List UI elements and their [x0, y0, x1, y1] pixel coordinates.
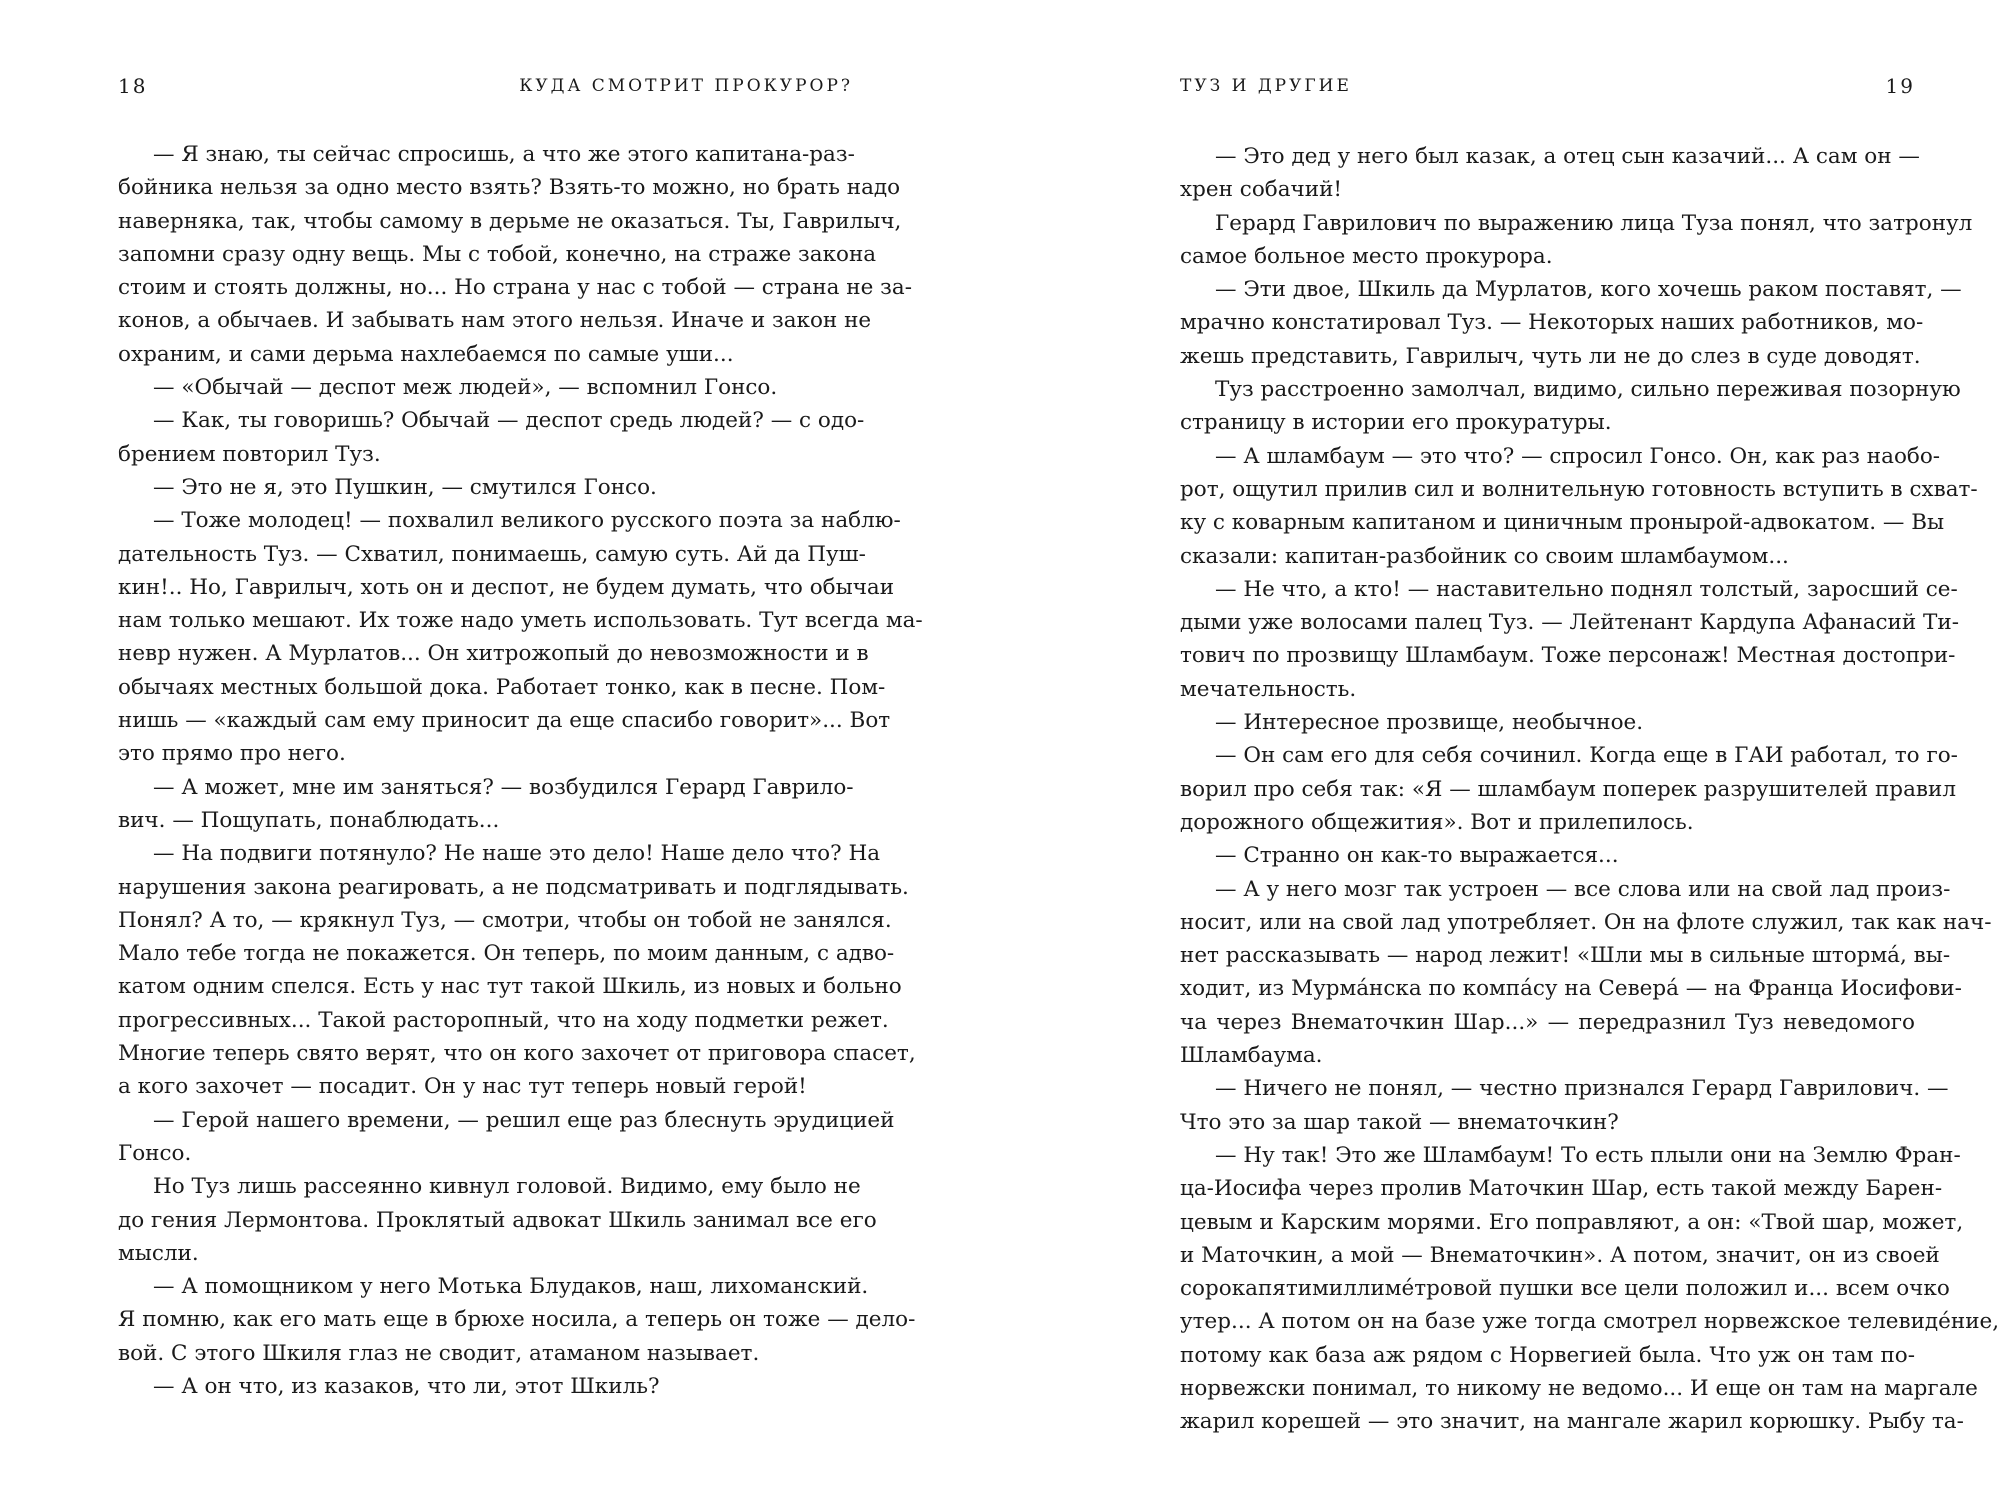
text-line: носит, или на свой лад употребляет. Он на флоте служил, так как нач- — [1180, 909, 1992, 935]
text-line: жешь представить, Гаврилыч, чуть ли не до слез в суде доводят. — [1180, 343, 1921, 369]
text-line: обычаях местных большой дока. Работает тонко, как в песне. Пом- — [118, 674, 886, 700]
text-line: — Эти двое, Шкиль да Мурлатов, кого хочешь раком поставят, — — [1215, 277, 1962, 303]
text-line: — Ничего не понял, — честно признался Герард Гаврилович. — — [1215, 1076, 1949, 1102]
text-line: тович по прозвищу Шламбаум. Тоже персонаж! Местная достопри- — [1180, 643, 1956, 669]
text-line: до гения Лермонтова. Проклятый адвокат Шкиль занимал все его — [118, 1207, 877, 1233]
text-line: — Тоже молодец! — похвалил великого русского поэта за наблю- — [153, 508, 901, 534]
text-line: Туз расстроенно замолчал, видимо, сильно переживая позорную — [1215, 377, 1961, 403]
left-running-head — [118, 74, 853, 104]
text-line: страницу в истории его прокуратуры. — [1180, 410, 1612, 436]
text-line: — «Обычай — деспот меж людей», — вспомнил Гонсо. — [153, 375, 778, 401]
text-line: сказали: капитан-разбойник со своим шламбаумом... — [1180, 543, 1789, 569]
text-line: нет рассказывать — народ лежит! «Шли мы в сильные штормá, вы- — [1180, 943, 1951, 969]
left-running-title: КУДА СМОТРИТ ПРОКУРОР? — [519, 76, 853, 96]
text-line: — А он что, из казаков, что ли, этот Шкиль? — [153, 1373, 660, 1399]
text-line: нам только мешают. Их тоже надо уметь использовать. Тут всегда ма- — [118, 608, 923, 634]
text-line: потому как база аж рядом с Норвегией была. Что уж он там по- — [1180, 1342, 1915, 1368]
text-line: Что это за шар такой — внематочкин? — [1180, 1109, 1619, 1135]
text-line: Многие теперь свято верят, что он кого захочет от приговора спасет, — [118, 1041, 916, 1067]
text-line: Я помню, как его мать еще в брюхе носила, а теперь он тоже — дело- — [118, 1307, 916, 1333]
text-line: стоим и стоять должны, но... Но страна у нас с тобой — страна не за- — [118, 275, 912, 301]
text-line: — Не что, а кто! — наставительно поднял толстый, заросший се- — [1215, 576, 1958, 602]
text-line: Но Туз лишь рассеянно кивнул головой. Видимо, ему было не — [153, 1174, 861, 1200]
text-line: ча через Внематочкин Шар...» — передразнил Туз неведомого — [1180, 1009, 1915, 1035]
text-line: хрен собачий! — [1180, 177, 1343, 203]
left-page — [118, 0, 923, 1502]
right-running-head — [1180, 74, 1915, 104]
text-line: Герард Гаврилович по выражению лица Туза понял, что затронул — [1215, 210, 1973, 236]
right-running-title: ТУЗ И ДРУГИЕ — [1180, 76, 1352, 96]
text-line: — Я знаю, ты сейчас спросишь, а что же этого капитана-раз- — [153, 142, 855, 167]
text-line: это прямо про него. — [118, 741, 346, 767]
text-line: прогрессивных... Такой расторопный, что на ходу подметки режет. — [118, 1007, 889, 1033]
text-line: — На подвиги потянуло? Не наше это дело! Наше дело что? На — [153, 841, 881, 867]
text-line: цевым и Карским морями. Его поправляют, а он: «Твой шар, может, — [1180, 1209, 1964, 1235]
text-line: — Странно он как-то выражается... — [1215, 843, 1619, 869]
text-line: — Он сам его для себя сочинил. Когда еще в ГАИ работал, то го- — [1215, 743, 1958, 769]
text-line: — Это дед у него был казак, а отец сын казачий... А сам он — — [1215, 144, 1920, 169]
text-line: Шламбаума. — [1180, 1043, 1323, 1069]
right-page-number: 19 — [1885, 74, 1915, 98]
text-line: дательность Туз. — Схватил, понимаешь, самую суть. Ай да Пуш- — [118, 541, 866, 567]
text-line: Понял? А то, — крякнул Туз, — смотри, чтобы он тобой не занялся. — [118, 907, 892, 933]
left-page-text — [118, 138, 923, 1403]
text-line: утер... А потом он на базе уже тогда смотрел норвежское телевидéние, — [1180, 1309, 2000, 1335]
text-line: вич. — Пощупать, понаблюдать... — [118, 807, 500, 833]
text-line: — Ну так! Это же Шламбаум! То есть плыли они на Землю Фран- — [1215, 1142, 1961, 1168]
text-line: дыми уже волосами палец Туз. — Лейтенант Кардупа Афанасий Ти- — [1180, 610, 1959, 636]
left-page-number: 18 — [118, 74, 148, 98]
text-line: самое больное место прокурора. — [1180, 243, 1553, 269]
text-line: брением повторил Туз. — [118, 441, 381, 467]
text-line: нарушения закона реагировать, а не подсматривать и подглядывать. — [118, 874, 909, 900]
text-line: запомни сразу одну вещь. Мы с тобой, конечно, на страже закона — [118, 241, 877, 267]
text-line: кин!.. Но, Гаврилыч, хоть он и деспот, не будем думать, что обычаи — [118, 574, 895, 600]
text-line: катом одним спелся. Есть у нас тут такой Шкиль, из новых и больно — [118, 974, 902, 1000]
text-line: вой. С этого Шкиля глаз не сводит, атаманом называет. — [118, 1340, 760, 1366]
text-line: сорокапятимиллимéтровой пушки все цели положил и... всем очко — [1180, 1276, 1950, 1302]
text-line: мрачно констатировал Туз. — Некоторых наших работников, мо- — [1180, 310, 1924, 336]
text-line: мысли. — [118, 1240, 199, 1266]
text-line: норвежски понимал, то никому не ведомо... И еще он там на маргале — [1180, 1375, 1978, 1401]
text-line: ку с коварным капитаном и циничным пронырой-адвокатом. — Вы — [1180, 510, 1945, 536]
text-line: — Интересное прозвище, необычное. — [1215, 710, 1644, 736]
text-line: и Маточкин, а мой — Внематочкин». А потом, значит, он из своей — [1180, 1242, 1940, 1268]
text-line: ца-Иосифа через пролив Маточкин Шар, есть такой между Барен- — [1180, 1176, 1943, 1202]
text-line: Мало тебе тогда не покажется. Он теперь, по моим данным, с адво- — [118, 941, 895, 967]
right-page-text — [1180, 140, 2000, 1439]
text-line: невр нужен. А Мурлатов... Он хитрожопый до невозможности и в — [118, 641, 869, 667]
text-line: а кого захочет — посадит. Он у нас тут теперь новый герой! — [118, 1074, 807, 1100]
text-line: охраним, и сами дерьма нахлебаемся по самые уши... — [118, 341, 734, 367]
text-line: — А может, мне им заняться? — возбудился Герард Гаврило- — [153, 774, 854, 800]
right-page — [1180, 0, 2000, 1502]
text-line: ходит, из Мурмáнска по компáсу на Северá — на Франца Иосифови- — [1180, 976, 1962, 1002]
text-line: — Это не я, это Пушкин, — смутился Гонсо. — [153, 474, 657, 500]
text-line: конов, а обычаев. И забывать нам этого нельзя. Иначе и закон не — [118, 308, 872, 334]
text-line: бойника нельзя за одно место взять? Взять-то можно, но брать надо — [118, 175, 901, 201]
text-line: рот, ощутил прилив сил и волнительную готовность вступить в схват- — [1180, 476, 1978, 502]
text-line: нишь — «каждый сам ему приносит да еще спасибо говорит»... Вот — [118, 708, 891, 734]
text-line: ворил про себя так: «Я — шламбаум поперек разрушителей правил — [1180, 776, 1956, 802]
text-line: жарил корешей — это значит, на мангале жарил корюшку. Рыбу та- — [1180, 1409, 1964, 1435]
text-line: — А у него мозг так устроен — все слова или на свой лад произ- — [1215, 876, 1951, 902]
text-line: — А шламбаум — это что? — спросил Гонсо. Он, как раз наобо- — [1215, 443, 1941, 469]
text-line: — Герой нашего времени, — решил еще раз блеснуть эрудицией — [153, 1107, 895, 1133]
text-line: — Как, ты говоришь? Обычай — деспот средь людей? — с одо- — [153, 408, 865, 434]
text-line: наверняка, так, чтобы самому в дерьме не оказаться. Ты, Гаврилыч, — [118, 208, 902, 234]
text-line: дорожного общежития». Вот и прилепилось. — [1180, 809, 1694, 835]
text-line: — А помощником у него Мотька Блудаков, наш, лихоманский. — [153, 1274, 869, 1300]
text-line: мечательность. — [1180, 676, 1357, 702]
text-line: Гонсо. — [118, 1140, 192, 1166]
